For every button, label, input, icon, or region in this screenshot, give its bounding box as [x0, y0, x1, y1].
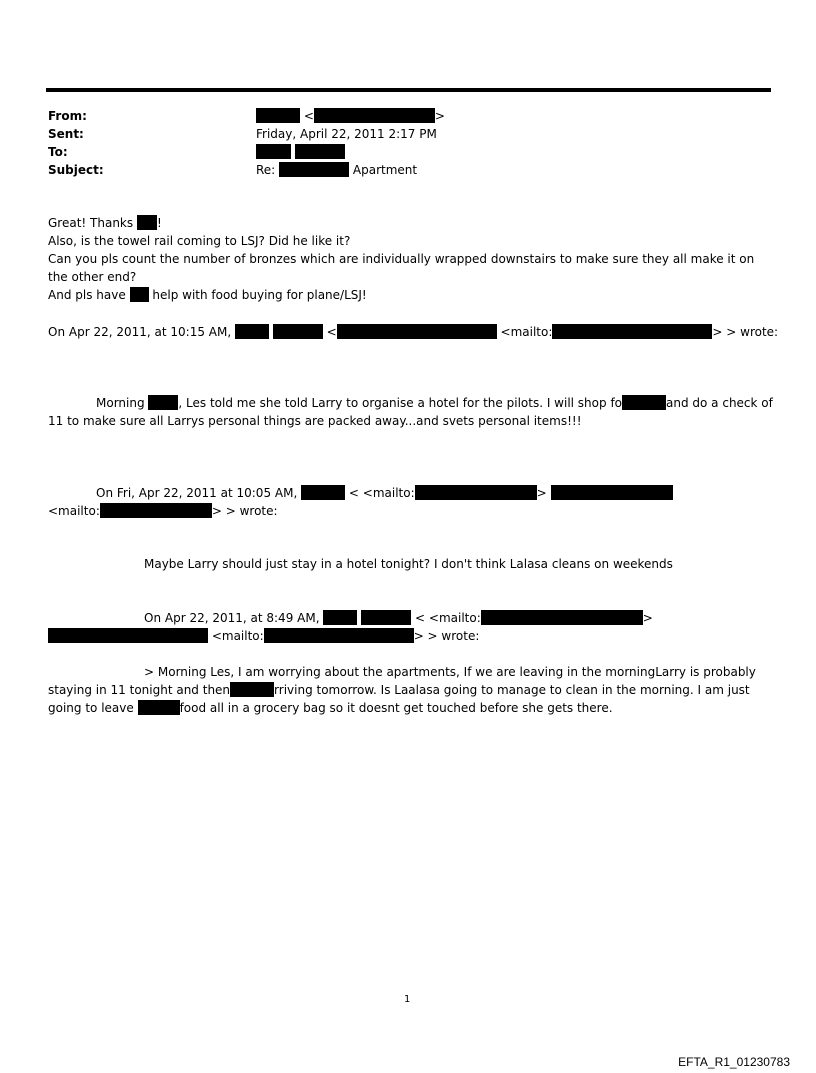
body-text: and do a check of — [666, 396, 773, 410]
header-rule — [46, 88, 771, 92]
body-line: Can you pls count the number of bronzes which are individually wrapped downstairs to make sure they all make it on — [48, 252, 755, 266]
subject-prefix: Re: — [256, 163, 276, 177]
redaction-box — [481, 610, 643, 625]
redaction-box — [622, 395, 666, 410]
body-line — [96, 394, 773, 412]
redaction-box — [230, 682, 274, 697]
body-text: < <mailto: — [348, 486, 415, 500]
page-number: 1 — [404, 994, 411, 1005]
document-id: EFTA_R1_01230783 — [678, 1055, 790, 1069]
redaction-box — [314, 108, 435, 123]
subject-suffix: Apartment — [352, 163, 418, 177]
from-value — [256, 107, 445, 125]
redaction-box — [130, 287, 149, 302]
body-text: Morning — [96, 396, 145, 410]
redaction-box — [323, 610, 357, 625]
body-line — [48, 214, 162, 232]
body-text: <mailto: — [211, 629, 264, 643]
body-line: 11 to make sure all Larrys personal things are packed away...and svets personal items!!! — [48, 414, 582, 428]
body-text: , Les told me she told Larry to organise a hotel for the pilots. I will shop fo — [178, 396, 623, 410]
redaction-box — [148, 395, 178, 410]
body-text: < <mailto: — [415, 611, 481, 625]
redaction-box — [551, 485, 673, 500]
redaction-box — [295, 144, 345, 159]
body-text: going to leave — [48, 701, 134, 715]
subject-label: Subject: — [48, 163, 104, 177]
from-lt: < — [303, 109, 314, 123]
body-text: > — [642, 611, 653, 625]
body-text: On Apr 22, 2011, at 10:15 AM, — [48, 325, 232, 339]
body-text: Great! Thanks — [48, 216, 134, 230]
sent-label: Sent: — [48, 127, 84, 141]
quote-header — [144, 609, 653, 627]
redaction-box — [301, 485, 345, 500]
body-text: > > wrote: — [211, 504, 278, 518]
redaction-box — [100, 503, 212, 518]
body-text: help with food buying for plane/LSJ! — [152, 288, 367, 302]
redaction-box — [337, 324, 497, 339]
body-text: <mailto: — [48, 504, 100, 518]
redaction-box — [415, 485, 537, 500]
body-text: > > wrote: — [712, 325, 779, 339]
quote-header — [48, 627, 479, 645]
redaction-box — [279, 162, 349, 177]
redaction-box — [552, 324, 712, 339]
body-text: And pls have — [48, 288, 126, 302]
redaction-box — [48, 628, 208, 643]
body-line: Maybe Larry should just stay in a hotel tonight? I don't think Lalasa cleans on weekends — [144, 557, 673, 571]
sent-value: Friday, April 22, 2011 2:17 PM — [256, 127, 437, 141]
body-line — [48, 699, 613, 717]
redaction-box — [235, 324, 269, 339]
body-text: <mailto: — [500, 325, 553, 339]
body-text: < — [326, 325, 337, 339]
body-line: Also, is the towel rail coming to LSJ? Did he like it? — [48, 234, 351, 248]
body-line — [48, 286, 367, 304]
redaction-box — [264, 628, 414, 643]
quote-header — [48, 323, 778, 341]
body-line: > Morning Les, I am worrying about the apartments, If we are leaving in the morningLarry is probably — [144, 665, 756, 679]
body-text: ! — [156, 216, 162, 230]
redaction-box — [256, 108, 300, 123]
body-text: rriving tomorrow. Is Laalasa going to manage to clean in the morning. I am just — [274, 683, 750, 697]
from-label: From: — [48, 109, 87, 123]
quote-header — [96, 484, 673, 502]
subject-value — [256, 161, 417, 179]
to-value — [256, 143, 345, 161]
body-line — [48, 681, 750, 699]
body-line: the other end? — [48, 270, 137, 284]
body-text: food all in a grocery bag so it doesnt get touched before she gets there. — [179, 701, 613, 715]
body-text: staying in 11 tonight and then — [48, 683, 231, 697]
redaction-box — [137, 215, 157, 230]
body-text: > > wrote: — [413, 629, 480, 643]
to-label: To: — [48, 145, 68, 159]
quote-header — [48, 502, 278, 520]
redaction-box — [361, 610, 411, 625]
redaction-box — [273, 324, 323, 339]
body-text: > — [536, 486, 547, 500]
redaction-box — [256, 144, 291, 159]
body-text: On Fri, Apr 22, 2011 at 10:05 AM, — [96, 486, 298, 500]
redaction-box — [138, 700, 180, 715]
from-gt: > — [434, 109, 445, 123]
body-text: On Apr 22, 2011, at 8:49 AM, — [144, 611, 320, 625]
